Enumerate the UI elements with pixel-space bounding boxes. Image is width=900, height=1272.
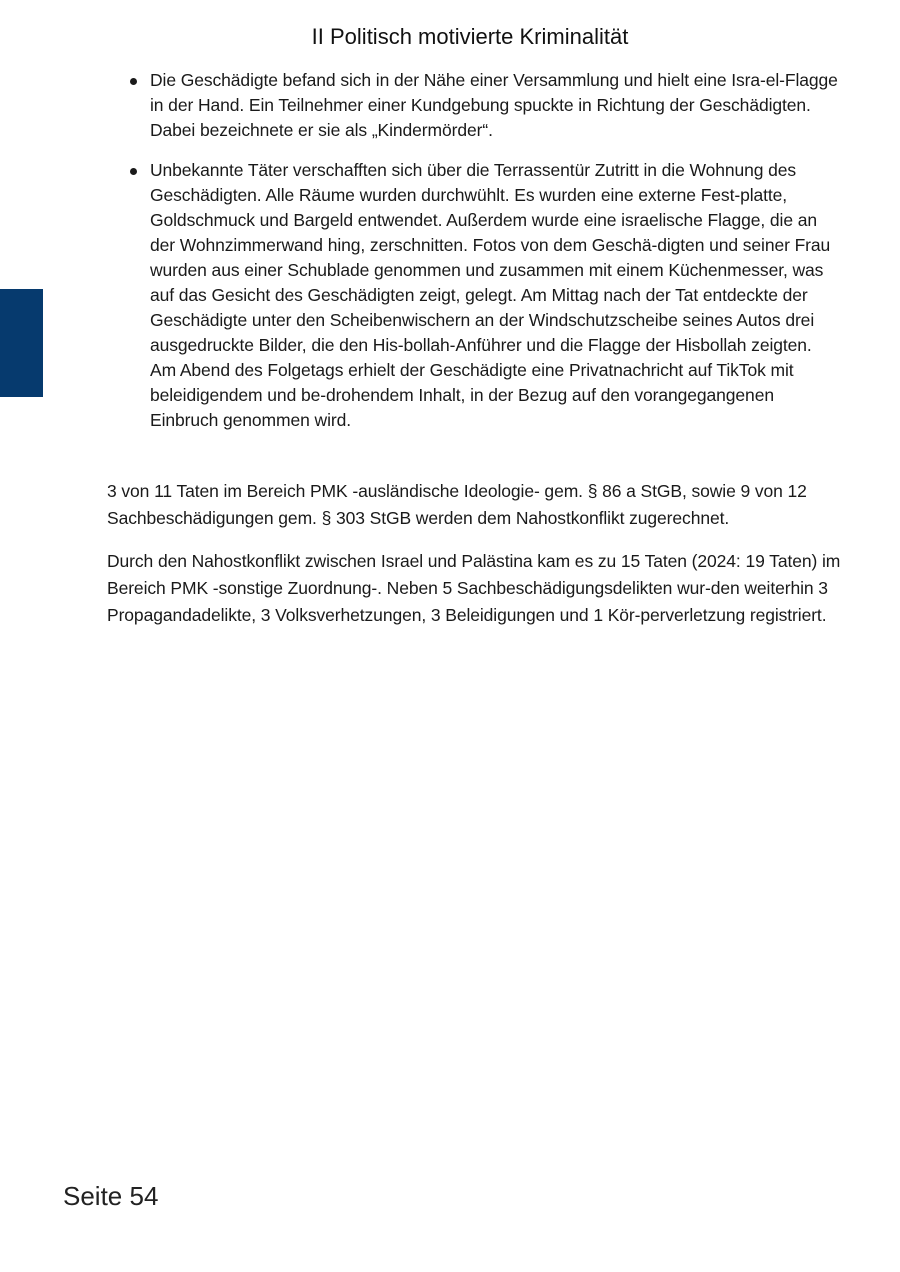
incident-bullet-item (150, 158, 840, 433)
chapter-side-tab (0, 289, 43, 397)
bullet-dot-icon (130, 168, 137, 175)
body-paragraph: 3 von 11 Taten im Bereich PMK -ausländische Ideologie- gem. § 86 a StGB, sowie 9 von 12 Sachbeschädigungen gem. § 303 StGB werden dem Nahostkonflikt zugerechnet. (107, 481, 807, 528)
page-number: Seite 54 (63, 1181, 159, 1211)
bullet-dot-icon (130, 78, 137, 85)
incident-bullet-text: Die Geschädigte befand sich in der Nähe einer Versammlung und hielt eine Isra-el-Flagge in der Hand. Ein Teilnehmer einer Kundgebung spuckte in Richtung der Geschädigten. Dabei bezeichnete er sie als „Kindermörder“. (150, 70, 838, 140)
incident-bullet-item (150, 68, 840, 143)
incident-bullet-text: Unbekannte Täter verschafften sich über die Terrassentür Zutritt in die Wohnung des Geschädigten. Alle Räume wurden durchwühlt. Es wurden eine externe Fest-platte, Goldschmuck und Bargeld entwendet. Außerdem wurde eine israelische Flagge, die an der Wohnzimmerwand hing, zerschnitten. Fotos von dem Geschä-digten und seiner Frau wurden aus einer Schublade genommen und zusammen mit einem Küchenmesser, was auf das Gesicht des Geschädigten zeigt, gelegt. Am Mittag nach der Tat entdeckte der Geschädigte unter den Scheibenwischern an der Windschutzscheibe seines Autos drei ausgedruckte Bilder, die den His-bollah-Anführer und die Flagge der Hisbollah zeigten. Am Abend des Folgetags erhielt der Geschädigte eine Privatnachricht auf TikTok mit beleidigendem und be-drohendem Inhalt, in der Bezug auf den vorangegangenen Einbruch genommen wird. (150, 160, 831, 430)
chapter-title: II Politisch motivierte Kriminalität (311, 24, 629, 49)
body-paragraph: Durch den Nahostkonflikt zwischen Israel und Palästina kam es zu 15 Taten (2024: 19 Taten) im Bereich PMK -sonstige Zuordnung-. Neben 5 Sachbeschädigungsdelikten wur-den weiterhin 3 Propagandadelikte, 3 Volksverhetzungen, 3 Beleidigungen und 1 Kör-perverletzung registriert. (107, 551, 841, 625)
incident-bullet-list (150, 68, 840, 448)
